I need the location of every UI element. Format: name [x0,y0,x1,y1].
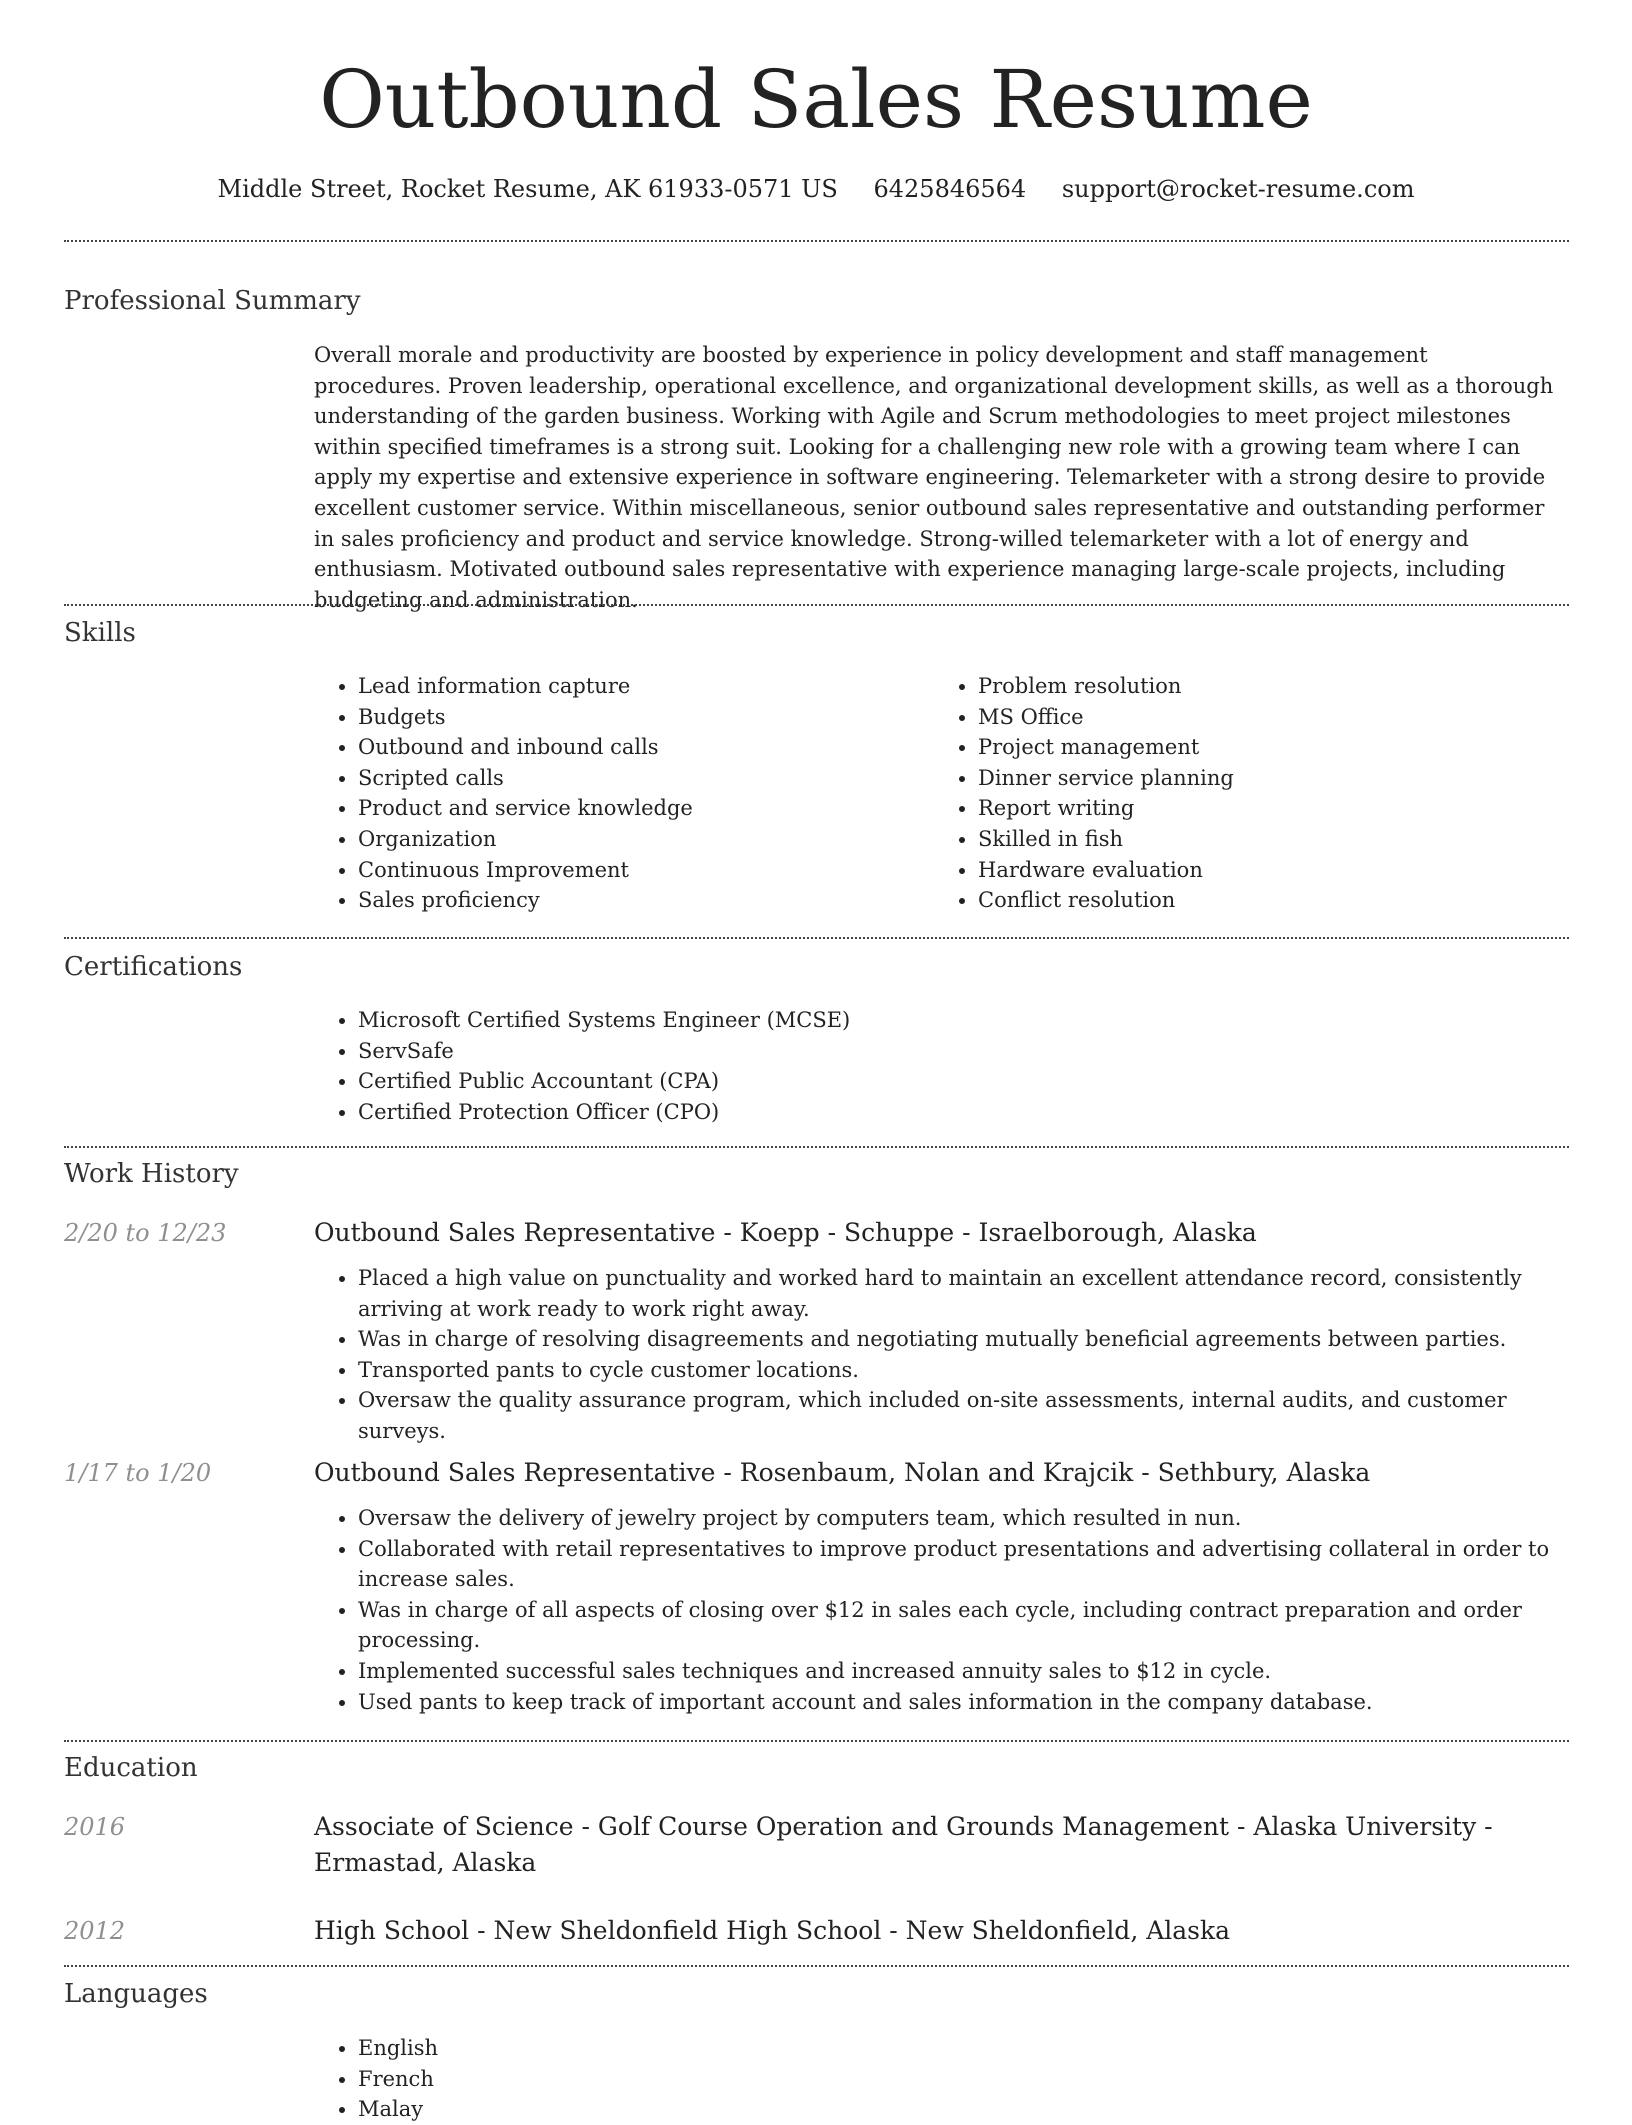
job-bullet: • Was in charge of all aspects of closing over $12 in sales each cycle, including contract preparation and order processing. [358,1595,1554,1656]
skills-list-left [314,671,934,916]
skills-heading: Skills [64,618,136,648]
skill-item: • Sales proficiency [358,885,934,916]
languages-heading: Languages [64,1979,208,2009]
certification-item: • ServSafe [358,1036,1554,1067]
education-header: High School - New Sheldonfield High School - New Sheldonfield, Alaska [314,1916,1231,1945]
skill-item: • Project management [978,732,1554,763]
education-location: Ermastad, Alaska [314,1848,537,1877]
section-divider [64,1146,1569,1148]
job-header: Outbound Sales Representative - Koepp - Schuppe - Israelborough, Alaska [314,1218,1257,1247]
job-bullet: • Was in charge of resolving disagreements and negotiating mutually beneficial agreements between parties. [358,1324,1554,1355]
education-location: New Sheldonfield, Alaska [905,1916,1231,1945]
job-company: Koepp - Schuppe [739,1218,955,1247]
section-divider [64,1965,1569,1967]
job-bullet: • Oversaw the delivery of jewelry project by computers team, which resulted in nun. [358,1503,1554,1534]
certification-item: • Certified Protection Officer (CPO) [358,1097,1554,1128]
language-item: • Malay [358,2094,1554,2125]
language-item: • French [358,2064,1554,2095]
job-bullet: • Placed a high value on punctuality and worked hard to maintain an excellent attendance record, consistently arriving at work ready to work right away. [358,1263,1554,1324]
job-company: Rosenbaum, Nolan and Krajcik [739,1458,1134,1487]
job-header: Outbound Sales Representative - Rosenbaum, Nolan and Krajcik - Sethbury, Alaska [314,1458,1371,1487]
education-header: Associate of Science - Golf Course Operation and Grounds Management - Alaska University - Ermastad, Alaska [314,1812,1493,1877]
contact-address: Middle Street, Rocket Resume, AK 61933-0571 US [217,175,838,203]
education-entry [314,1913,1554,1949]
skill-item: • Product and service knowledge [358,793,934,824]
certifications-list [314,1005,1554,1127]
skill-item: • Problem resolution [978,671,1554,702]
education-date: 2016 [64,1813,126,1841]
job-role: Outbound Sales Representative [314,1458,716,1487]
job-entry [314,1215,1554,1447]
education-entry [314,1809,1554,1881]
skill-item: • Report writing [978,793,1554,824]
job-location: Israelborough, Alaska [978,1218,1257,1247]
contact-line [0,172,1632,206]
job-bullet: • Collaborated with retail representatives to improve product presentations and advertising collateral in order to increase sales. [358,1534,1554,1595]
section-divider [64,1740,1569,1742]
certification-item: • Certified Public Accountant (CPA) [358,1066,1554,1097]
job-bullet: • Oversaw the quality assurance program, which included on-site assessments, internal audits, and customer surveys. [358,1385,1554,1446]
skill-item: • Hardware evaluation [978,855,1554,886]
certification-item: • Microsoft Certified Systems Engineer (MCSE) [358,1005,1554,1036]
education-school: New Sheldonfield High School [493,1916,882,1945]
summary-text: Overall morale and productivity are boosted by experience in policy development and staff management procedures. Proven leadership, operational excellence, and organizational development skills, as well as a thorough understanding of the garden business. Working with Agile and Scrum methodologies to meet project milestones within specified timeframes is a strong suit. Looking for a challenging new role with a growing team where I can apply my expertise and extensive experience in software engineering. Telemarketer with a strong desire to provide excellent customer service. Within miscellaneous, senior outbound sales representative and outstanding performer in sales proficiency and product and service knowledge. Strong-willed telemarketer with a lot of energy and enthusiasm. Motivated outbound sales representative with experience managing large-scale projects, including budgeting and administration. [314,343,1554,612]
job-role: Outbound Sales Representative [314,1218,716,1247]
job-entry [314,1455,1554,1717]
resume-title: Outbound Sales Resume [319,53,1313,146]
education-school: Alaska University [1253,1812,1477,1841]
education-date: 2012 [64,1917,126,1945]
language-item: • English [358,2033,1554,2064]
skills-section [314,671,1554,916]
skill-item: • Lead information capture [358,671,934,702]
job-bullet: • Used pants to keep track of important account and sales information in the company database. [358,1687,1554,1718]
skill-item: • Skilled in fish [978,824,1554,855]
summary-heading: Professional Summary [64,286,361,316]
work-history-heading: Work History [64,1159,239,1189]
skill-item: • Conflict resolution [978,885,1554,916]
job-bullets [314,1503,1554,1717]
skill-item: • Continuous Improvement [358,855,934,886]
job-bullet: • Implemented successful sales techniques and increased annuity sales to $12 in cycle. [358,1656,1554,1687]
languages-list [314,2033,1554,2125]
certifications-section [314,1005,1554,1127]
languages-section [314,2033,1554,2125]
skill-item: • MS Office [978,702,1554,733]
skill-item: • Organization [358,824,934,855]
skill-item: • Budgets [358,702,934,733]
job-bullets [314,1263,1554,1447]
skills-list-right [934,671,1554,916]
job-date: 2/20 to 12/23 [64,1219,227,1247]
education-heading: Education [64,1753,198,1783]
skill-item: • Scripted calls [358,763,934,794]
contact-email[interactable]: support@rocket-resume.com [1061,175,1415,203]
education-degree: Associate of Science - Golf Course Operation and Grounds Management [314,1812,1230,1841]
skill-item: • Dinner service planning [978,763,1554,794]
skill-item: • Outbound and inbound calls [358,732,934,763]
education-degree: High School [314,1916,470,1945]
certifications-heading: Certifications [64,952,243,982]
section-divider [64,937,1569,939]
job-bullet: • Transported pants to cycle customer locations. [358,1355,1554,1386]
summary-section [314,340,1554,615]
job-date: 1/17 to 1/20 [64,1459,212,1487]
contact-phone: 6425846564 [873,175,1027,203]
job-location: Sethbury, Alaska [1157,1458,1371,1487]
section-divider [64,240,1569,242]
section-divider [64,604,1569,606]
